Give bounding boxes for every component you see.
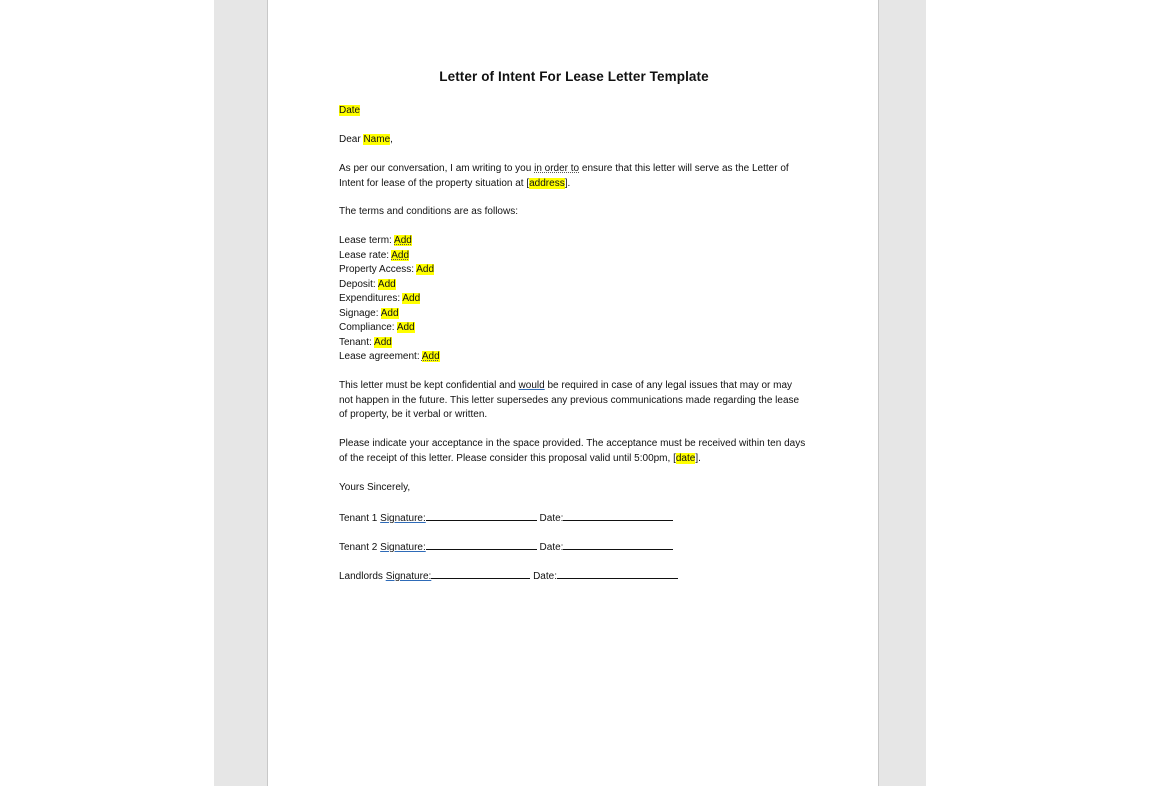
date-placeholder: date xyxy=(675,452,696,464)
document-title: Letter of Intent For Lease Letter Template xyxy=(439,69,709,84)
term-value-placeholder: Add xyxy=(396,322,415,333)
term-item: Lease agreement: Add xyxy=(339,351,440,362)
term-item: Signage: Add xyxy=(339,307,399,319)
term-item: Compliance: Add xyxy=(339,322,415,333)
term-item: Expenditures: Add xyxy=(339,293,421,304)
document-page xyxy=(267,0,879,786)
term-value-placeholder: Add xyxy=(377,278,396,290)
closing: Yours Sincerely, xyxy=(339,482,411,493)
grammar-suggestion: would xyxy=(518,380,545,391)
terms-list xyxy=(339,234,809,365)
date-blank xyxy=(563,539,673,550)
signature-blank xyxy=(426,539,537,550)
signature-label: Signature: xyxy=(380,513,426,524)
term-item: Tenant: Add xyxy=(339,336,392,348)
signature-line: Tenant 1 Signature: Date: xyxy=(339,510,809,527)
term-value-placeholder: Add xyxy=(380,307,399,319)
confidentiality-paragraph: This letter must be kept confidential and would be required in case of any legal issues that may or may not happen in the future. This letter supersedes any previous communications made regarding the lease of property, be it verbal or written. xyxy=(339,380,800,420)
term-value-placeholder: Add xyxy=(416,264,435,275)
signature-blank xyxy=(426,510,537,521)
date-placeholder: Date xyxy=(339,105,361,116)
term-item: Lease rate: Add xyxy=(339,249,410,261)
date-line xyxy=(339,104,809,119)
term-value-placeholder: Add xyxy=(402,293,421,304)
term-value-placeholder: Add xyxy=(421,351,440,362)
term-item: Property Access: Add xyxy=(339,264,435,275)
name-placeholder: Name xyxy=(363,134,391,145)
salutation: Dear Name, xyxy=(339,134,393,145)
signature-blank xyxy=(431,568,530,579)
term-value-placeholder: Add xyxy=(394,235,412,246)
signature-line: Tenant 2 Signature: Date: xyxy=(339,539,809,556)
signature-label: Signature: xyxy=(385,571,432,582)
acceptance-paragraph: Please indicate your acceptance in the space provided. The acceptance must be received within ten days of the receipt of this letter. Please consider this proposal valid until 5:00pm, [date]. xyxy=(339,438,806,464)
term-value-placeholder: Add xyxy=(374,336,392,348)
address-placeholder: address xyxy=(529,177,565,189)
term-item: Lease term: Add xyxy=(339,235,412,246)
date-blank xyxy=(563,510,673,521)
signature-line: Landlords Signature: Date: xyxy=(339,568,809,585)
term-item: Deposit: Add xyxy=(339,278,396,290)
terms-heading: The terms and conditions are as follows: xyxy=(339,206,518,217)
date-blank xyxy=(557,568,678,579)
signature-label: Signature: xyxy=(380,542,426,553)
intro-paragraph: As per our conversation, I am writing to you in order to ensure that this letter will serve as the Letter of Intent for lease of the property situation at [address]. xyxy=(339,163,789,189)
term-value-placeholder: Add xyxy=(391,249,410,261)
grammar-suggestion: in order to xyxy=(534,163,580,174)
